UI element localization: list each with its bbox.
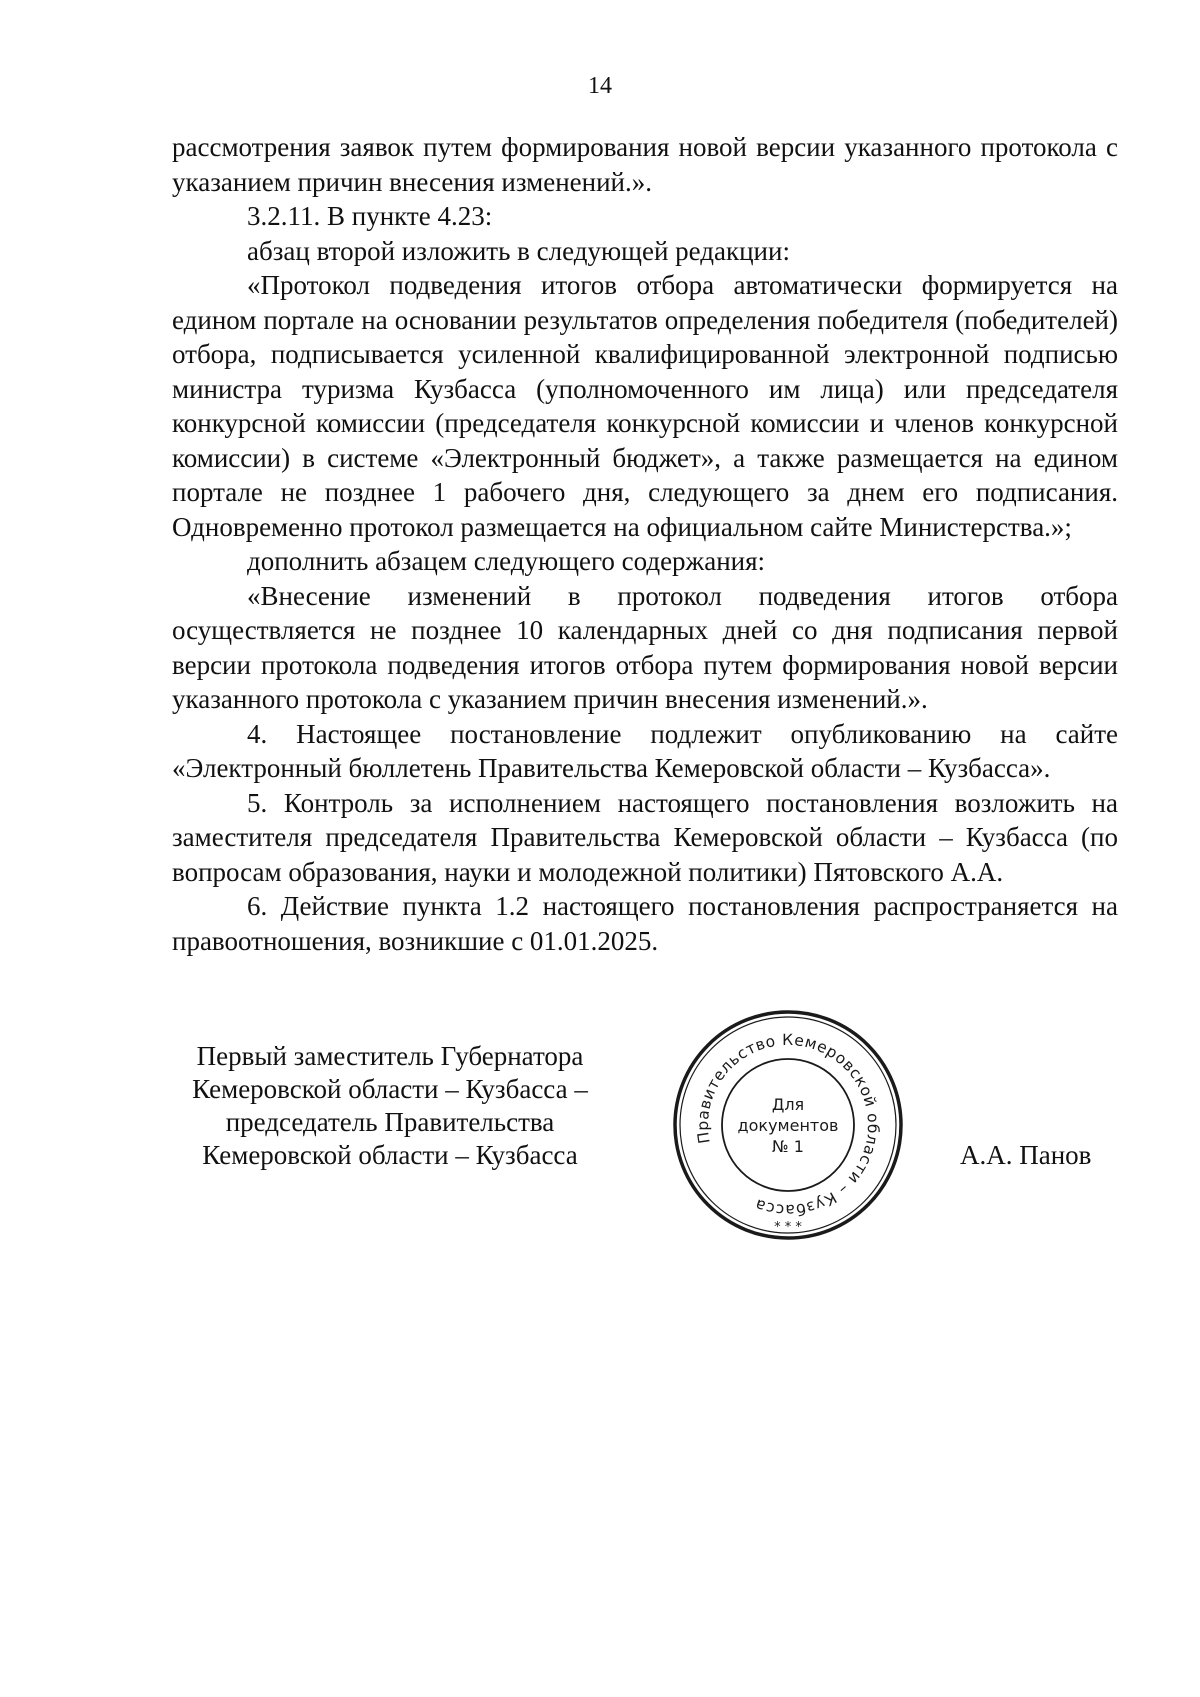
signatory-position-line: председатель Правительства <box>225 1107 555 1137</box>
seal-center-line-2: документов <box>737 1116 839 1135</box>
signatory-position-line: Кемеровской области – Кузбасса – <box>192 1074 588 1104</box>
document-body <box>172 130 1118 958</box>
signer-name: А.А. Панов <box>960 1140 1092 1170</box>
signatory-position-line: Кемеровской области – Кузбасса <box>202 1140 578 1170</box>
signatory-position <box>160 1040 620 1172</box>
paragraph-amend-instruction: абзац второй изложить в следующей редакции: <box>247 235 790 266</box>
official-seal <box>668 1005 908 1245</box>
seal-ring-text: Правительство Кемеровской области – Кузбасса <box>693 1030 883 1220</box>
seal-center-line-3: № 1 <box>772 1137 804 1156</box>
page-number: 14 <box>588 73 612 99</box>
signatory-position-line: Первый заместитель Губернатора <box>196 1041 584 1071</box>
paragraph-protocol-text: «Протокол подведения итогов отбора автоматически формируется на едином портале на основании результатов определения победителя (победителей) отбора, подписывается усиленной квалифицированной электронной подписью министра туризма Кузбасса (уполномоченного им лица) или председателя конкурсной комиссии (председателя конкурсной комиссии и членов конкурсной комиссии) в системе «Электронный бюджет», а также размещается на едином портале не позднее 1 рабочего дня, следующего за днем его подписания. Одновременно протокол размещается на официальном сайте Министерства.»; <box>172 270 1118 542</box>
paragraph-item-6: 6. Действие пункта 1.2 настоящего постановления распространяется на правоотношения, возникшие с 01.01.2025. <box>172 891 1118 956</box>
paragraph-amendments-text: «Внесение изменений в протокол подведения итогов отбора осуществляется не позднее 10 календарных дней со дня подписания первой версии протокола подведения итогов отбора путем формирования новой версии указанного протокола с указанием причин внесения изменений.». <box>172 580 1118 714</box>
paragraph-item-5: 5. Контроль за исполнением настоящего постановления возложить на заместителя председателя Правительства Кемеровской области – Кузбасса (по вопросам образования, науки и молодежной политики) Пятовского А.А. <box>172 787 1118 887</box>
paragraph-continuation: рассмотрения заявок путем формирования новой версии указанного протокола с указанием причин внесения изменений.». <box>172 132 1118 197</box>
seal-stars: * * * <box>774 1220 802 1235</box>
paragraph-item-4: 4. Настоящее постановление подлежит опубликованию на сайте «Электронный бюллетень Правительства Кемеровской области – Кузбасса». <box>172 718 1118 783</box>
seal-center-line-1: Для <box>771 1095 805 1114</box>
paragraph-3-2-11: 3.2.11. В пункте 4.23: <box>247 201 493 231</box>
paragraph-add-instruction: дополнить абзацем следующего содержания: <box>247 546 766 576</box>
